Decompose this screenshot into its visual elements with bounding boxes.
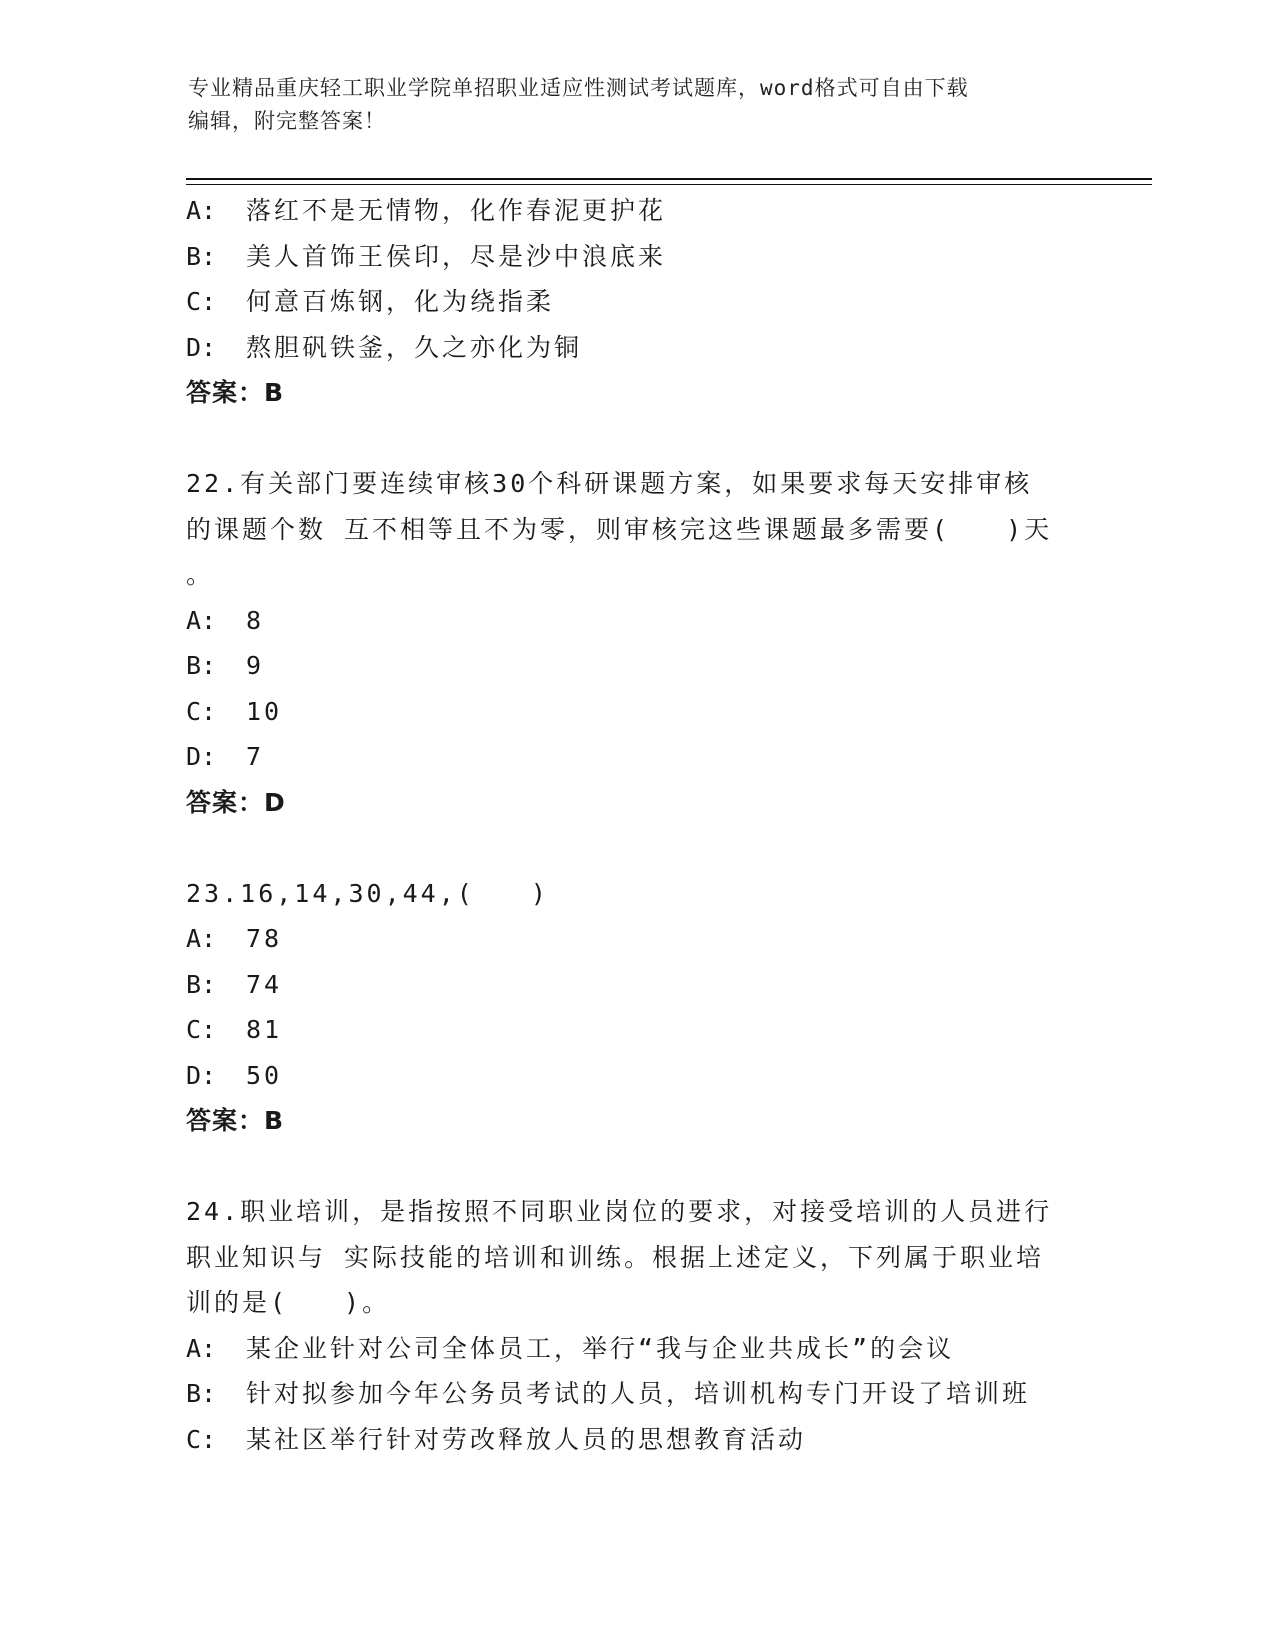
question-24 [186, 1189, 1086, 1462]
option-label: D: [186, 742, 217, 771]
answer: 答案：B [186, 1106, 285, 1135]
header-line-2: 编辑，附完整答案！ [188, 109, 386, 133]
option-label: B: [186, 969, 217, 999]
option-label: C: [186, 1015, 217, 1044]
option-text: 10 [246, 696, 283, 726]
option-text: 9 [246, 651, 265, 680]
question-text-line: 。 [186, 560, 215, 589]
header-rule-thick [186, 178, 1152, 180]
option-text: 某企业针对公司全体员工，举行“我与企业共成长”的会议 [246, 1333, 955, 1363]
option-c [186, 1417, 1086, 1463]
option-label: A: [186, 924, 217, 953]
option-text: 针对拟参加今年公务员考试的人员，培训机构专门开设了培训班 [246, 1379, 1031, 1408]
option-label: A: [186, 605, 217, 635]
option-label: C: [186, 1424, 217, 1454]
question-text-line: 23.16,14,30,44,( ) [186, 878, 549, 908]
option-text: 78 [246, 924, 283, 953]
option-d [186, 325, 1086, 371]
question-text-line: 职业知识与 实际技能的培训和训练。根据上述定义，下列属于职业培 [186, 1242, 1045, 1272]
option-text: 81 [246, 1015, 283, 1044]
answer: 答案：D [186, 787, 286, 817]
option-label: B: [186, 241, 217, 271]
option-label: B: [186, 651, 217, 680]
option-text: 美人首饰王侯印，尽是沙中浪底来 [246, 241, 667, 271]
option-text: 某社区举行针对劳改释放人员的思想教育活动 [246, 1424, 807, 1454]
option-text: 落红不是无情物，化作春泥更护花 [246, 196, 667, 225]
option-c [186, 689, 1086, 735]
header-rule-thin [186, 184, 1152, 185]
option-b [186, 234, 1086, 280]
option-c [186, 279, 1086, 325]
option-text: 8 [246, 605, 265, 635]
option-text: 何意百炼钢，化为绕指柔 [246, 287, 555, 316]
option-a [186, 916, 1086, 962]
option-label: A: [186, 1333, 217, 1363]
option-d [186, 1053, 1086, 1099]
option-a [186, 598, 1086, 644]
option-label: D: [186, 332, 217, 362]
question-text-line: 的课题个数 互不相等且不为零，则审核完这些课题最多需要( )天 [186, 514, 1053, 544]
option-b [186, 1371, 1086, 1417]
option-b [186, 962, 1086, 1008]
answer: 答案：B [186, 378, 285, 407]
option-label: D: [186, 1060, 217, 1090]
option-a [186, 1326, 1086, 1372]
question-text-line: 训的是( )。 [186, 1288, 391, 1317]
header-line-1: 专业精品重庆轻工职业学院单招职业适应性测试考试题库，word格式可自由下载 [188, 76, 969, 100]
question-23 [186, 871, 1086, 1144]
option-a [186, 188, 1086, 234]
option-label: A: [186, 196, 217, 225]
option-label: B: [186, 1379, 217, 1408]
option-b [186, 643, 1086, 689]
option-text: 7 [246, 742, 265, 771]
option-label: C: [186, 696, 217, 726]
question-text-line: 22.有关部门要连续审核30个科研课题方案，如果要求每天安排审核 [186, 469, 1033, 498]
question-21 [186, 188, 1086, 416]
option-text: 熬胆矾铁釜，久之亦化为铜 [246, 332, 583, 362]
document-header [188, 72, 1068, 138]
document-body [186, 188, 1086, 1462]
option-label: C: [186, 287, 217, 316]
option-c [186, 1007, 1086, 1053]
question-text-line: 24.职业培训，是指按照不同职业岗位的要求，对接受培训的人员进行 [186, 1197, 1053, 1226]
option-text: 74 [246, 969, 283, 999]
option-d [186, 734, 1086, 780]
question-22 [186, 461, 1086, 825]
option-text: 50 [246, 1060, 283, 1090]
